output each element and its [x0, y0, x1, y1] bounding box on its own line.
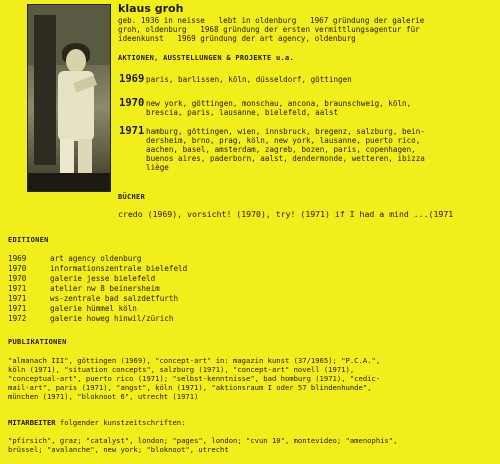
editionen-year: 1971	[8, 294, 27, 303]
bio-line: groh, oldenburg 1968 gründung der ersten vermittlungsagentur für	[118, 25, 420, 34]
publikationen-line: mail-art", paris (1971), "angst", köln (1971), "aktionsraum I oder 57 blindenhunde",	[8, 383, 372, 392]
mitarbeiter-line: "pfirsich", graz; "catalyst", london; "pages", london; "cvun 10", montevideo; "amenophis",	[8, 436, 398, 445]
editionen-year: 1972	[8, 314, 27, 323]
editionen-text: galerie jesse bielefeld	[50, 274, 156, 283]
aktionen-places: dersheim, brno, prag, köln, new york, lausanne, puerto rico,	[146, 136, 421, 145]
editionen-text: informationszentrale bielefeld	[50, 264, 188, 273]
editionen-text: art agency oldenburg	[50, 254, 142, 263]
buecher-heading: BÜCHER	[118, 193, 146, 201]
bio-line: geb. 1936 in neisse lebt in oldenburg 1967 gründung der galerie	[118, 16, 425, 25]
publikationen-line: "almanach III", göttingen (1969), "concept-art" in: magazin kunst (37/1965); "P.C.A.",	[8, 356, 381, 365]
aktionen-places: hamburg, göttingen, wien, innsbruck, bregenz, salzburg, bein-	[146, 127, 425, 136]
editionen-year: 1971	[8, 284, 27, 293]
aktionen-places: brescia, paris, lausanne, bielefeld, aalst	[146, 108, 339, 117]
editionen-year: 1971	[8, 304, 27, 313]
publikationen-line: köln (1971), "situation concepts", salzburg (1971), "concept-art" novell (1971),	[8, 365, 355, 374]
mitarbeiter-heading: MITARBEITER	[8, 418, 56, 427]
mitarbeiter-intro: folgender kunstzeitschriften:	[55, 418, 186, 427]
publikationen-line: "conceptual-art", puerto rico (1971); "selbst-kenntnisse", bad homburg (1971), "cedic-	[8, 374, 381, 383]
artist-photo	[27, 4, 111, 192]
editionen-year: 1970	[8, 274, 27, 283]
aktionen-heading: AKTIONEN, AUSSTELLUNGEN & PROJEKTE u.a.	[118, 54, 295, 62]
editionen-text: ws-zentrale bad salzdetfurth	[50, 294, 179, 303]
aktionen-year: 1969	[119, 73, 145, 85]
aktionen-places: aachen, basel, amsterdam, zagreb, bozen, paris, copenhagen,	[146, 145, 416, 154]
editionen-heading: EDITIONEN	[8, 236, 49, 244]
aktionen-places: liège	[146, 163, 169, 172]
aktionen-places: new york, göttingen, monschau, ancona, braunschweig, köln,	[146, 99, 412, 108]
buecher-list: credo (1969), vorsicht! (1970), try! (1971) if I had a mind ...(1971	[118, 209, 454, 219]
aktionen-places: paris, barlissen, köln, düsseldorf, göttingen	[146, 75, 352, 84]
artist-name: klaus groh	[118, 2, 184, 15]
publikationen-heading: PUBLIKATIONEN	[8, 338, 67, 346]
aktionen-places: buenos aires, paderborn, aalst, dendermonde, wetteren, ibizza	[146, 154, 425, 163]
mitarbeiter-intro-row	[8, 418, 185, 428]
bio-line: ideenkunst 1969 gründung der art agency, oldenburg	[118, 34, 356, 43]
editionen-year: 1970	[8, 264, 27, 273]
mitarbeiter-line: brüssel; "avalanche", new york; "bloknoot", utrecht	[8, 445, 229, 454]
aktionen-year: 1970	[119, 97, 145, 109]
publikationen-line: münchen (1971), "bloknoot 6", utrecht (1971)	[8, 392, 199, 401]
editionen-text: atelier nw 8 beinersheim	[50, 284, 160, 293]
editionen-text: galerie howeg hinwil/zürich	[50, 314, 174, 323]
editionen-text: galerie hümmel köln	[50, 304, 137, 313]
aktionen-year: 1971	[119, 125, 145, 137]
editionen-year: 1969	[8, 254, 27, 263]
